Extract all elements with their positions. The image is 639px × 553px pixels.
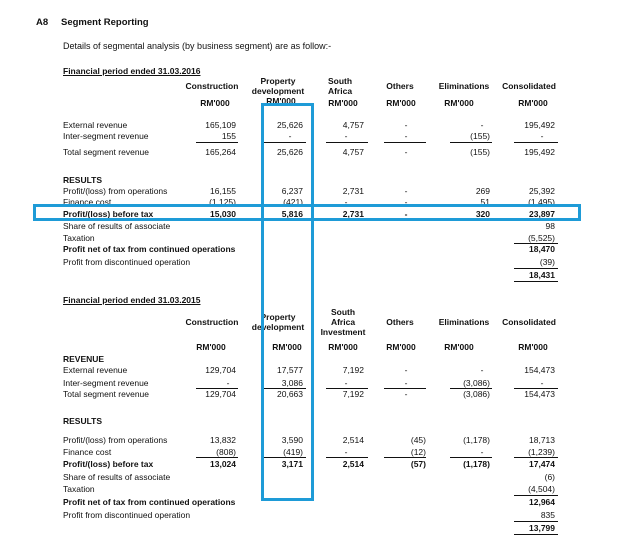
cell: -: [344, 447, 348, 457]
cell: -: [226, 378, 230, 388]
cell: 195,492: [524, 120, 555, 130]
header-construction: Construction: [185, 81, 239, 91]
cell: 17,474: [529, 459, 555, 469]
rule: [196, 457, 238, 458]
cell: 2,514: [342, 435, 364, 445]
cell: 13,832: [210, 435, 236, 445]
rule: [514, 521, 558, 522]
cell: -: [404, 131, 408, 141]
cell: (12): [410, 447, 426, 457]
row-label: Share of results of associate: [63, 221, 171, 231]
row-label: Profit/(loss) from operations: [63, 186, 168, 196]
rule: [514, 457, 558, 458]
rule: [326, 142, 368, 143]
header-property: Property development: [251, 76, 305, 96]
cell: 18,713: [529, 435, 555, 445]
cell: (39): [539, 257, 555, 267]
cell: (45): [410, 435, 426, 445]
cell: -: [288, 131, 292, 141]
unit-south-africa: RM'000: [328, 342, 358, 352]
rule: [326, 457, 368, 458]
cell: 269: [475, 186, 490, 196]
cell: (808): [216, 447, 236, 457]
row-label: Profit net of tax from continued operations: [63, 497, 236, 507]
cell: -: [480, 120, 484, 130]
cell: 5,816: [281, 209, 303, 219]
cell: (5,525): [528, 233, 555, 243]
cell: 835: [540, 510, 555, 520]
header-south-africa: South Africa: [327, 76, 353, 96]
cell: -: [404, 389, 408, 399]
cell: 18,470: [529, 244, 555, 254]
cell: -: [344, 378, 348, 388]
cell: (419): [283, 447, 303, 457]
cell: 25,626: [277, 120, 303, 130]
cell: 165,264: [205, 147, 236, 157]
cell: (6): [544, 472, 555, 482]
section-number: A8: [36, 17, 49, 28]
cell: 7,192: [342, 365, 364, 375]
header-property: Property development: [251, 312, 305, 332]
cell: 2,731: [342, 186, 364, 196]
cell: 2,731: [342, 209, 364, 219]
unit-eliminations: RM'000: [444, 98, 474, 108]
rule: [514, 281, 558, 282]
row-label: Taxation: [63, 484, 95, 494]
cell: -: [404, 365, 408, 375]
rule: [450, 142, 492, 143]
header-eliminations: Eliminations: [438, 81, 490, 91]
unit-property: RM'000: [272, 342, 302, 352]
section-title: Segment Reporting: [61, 17, 149, 28]
cell: 16,155: [210, 186, 236, 196]
cell: -: [344, 131, 348, 141]
header-consolidated: Consolidated: [502, 81, 556, 91]
rule: [514, 142, 558, 143]
header-consolidated: Consolidated: [502, 317, 556, 327]
cell: 23,897: [529, 209, 555, 219]
row-label: External revenue: [63, 120, 128, 130]
cell: (1,239): [528, 447, 555, 457]
cell: -: [404, 147, 408, 157]
unit-consolidated: RM'000: [518, 98, 548, 108]
row-label: Total segment revenue: [63, 147, 149, 157]
header-eliminations: Eliminations: [438, 317, 490, 327]
cell: 25,626: [277, 147, 303, 157]
cell: (1,178): [463, 459, 490, 469]
row-label: Taxation: [63, 233, 95, 243]
period-2015-title: Financial period ended 31.03.2015: [63, 295, 201, 305]
cell: -: [404, 197, 408, 207]
row-label: Profit from discontinued operation: [63, 510, 191, 520]
cell: 25,392: [529, 186, 555, 196]
cell: (3,086): [463, 378, 490, 388]
unit-south-africa: RM'000: [328, 98, 358, 108]
row-label: Finance cost: [63, 197, 112, 207]
unit-eliminations: RM'000: [444, 342, 474, 352]
rule: [384, 142, 426, 143]
cell: -: [404, 378, 408, 388]
period-2016-title: Financial period ended 31.03.2016: [63, 66, 201, 76]
cell: -: [404, 120, 408, 130]
cell: 155: [221, 131, 236, 141]
results-heading: RESULTS: [63, 416, 103, 426]
cell: 154,473: [524, 389, 555, 399]
unit-property: RM'000: [266, 96, 296, 106]
cell: (155): [470, 131, 490, 141]
cell: (421): [283, 197, 303, 207]
row-label: Profit/(loss) from operations: [63, 435, 168, 445]
cell: -: [480, 365, 484, 375]
cell: -: [404, 186, 408, 196]
cell: 2,514: [342, 459, 364, 469]
cell: (1,125): [209, 197, 236, 207]
rule: [196, 142, 238, 143]
cell: (1,178): [463, 435, 490, 445]
cell: 195,492: [524, 147, 555, 157]
row-label: Finance cost: [63, 447, 112, 457]
unit-others: RM'000: [386, 98, 416, 108]
rule: [514, 534, 558, 535]
cell: (155): [470, 147, 490, 157]
cell: 129,704: [205, 389, 236, 399]
cell: 7,192: [342, 389, 364, 399]
row-label: Inter-segment revenue: [63, 378, 149, 388]
cell: 4,757: [342, 147, 364, 157]
unit-consolidated: RM'000: [518, 342, 548, 352]
row-label: Share of results of associate: [63, 472, 171, 482]
cell: -: [344, 197, 348, 207]
row-label: Total segment revenue: [63, 389, 149, 399]
highlight-property-column: [261, 103, 314, 501]
cell: 13,024: [210, 459, 236, 469]
header-construction: Construction: [185, 317, 239, 327]
cell: 3,590: [281, 435, 303, 445]
cell: 15,030: [210, 209, 236, 219]
cell: 20,663: [277, 389, 303, 399]
cell: 320: [475, 209, 490, 219]
row-label: Inter-segment revenue: [63, 131, 149, 141]
header-south-africa: South Africa Investment: [320, 307, 366, 337]
cell: 12,964: [529, 497, 555, 507]
revenue-heading: REVENUE: [63, 354, 105, 364]
cell: 4,757: [342, 120, 364, 130]
cell: -: [404, 209, 408, 219]
rule: [384, 457, 426, 458]
row-label: Profit from discontinued operation: [63, 257, 191, 267]
rule: [450, 457, 492, 458]
unit-construction: RM'000: [196, 342, 226, 352]
cell: 129,704: [205, 365, 236, 375]
total-2015: 13,799: [529, 523, 555, 533]
results-heading: RESULTS: [63, 175, 103, 185]
cell: (3,086): [463, 389, 490, 399]
cell: 154,473: [524, 365, 555, 375]
cell: 51: [480, 197, 490, 207]
cell: 17,577: [277, 365, 303, 375]
cell: -: [540, 378, 544, 388]
unit-others: RM'000: [386, 342, 416, 352]
row-label: External revenue: [63, 365, 128, 375]
cell: (1,495): [528, 197, 555, 207]
header-others: Others: [386, 317, 414, 327]
cell: -: [480, 447, 484, 457]
unit-construction: RM'000: [200, 98, 230, 108]
cell: -: [540, 131, 544, 141]
row-label: Profit/(loss) before tax: [63, 209, 154, 219]
rule: [514, 495, 558, 496]
total-2016: 18,431: [529, 270, 555, 280]
cell: (57): [410, 459, 426, 469]
section-intro: Details of segmental analysis (by business segment) are as follow:-: [63, 41, 332, 51]
row-label: Profit net of tax from continued operations: [63, 244, 236, 254]
header-others: Others: [386, 81, 414, 91]
cell: 3,086: [281, 378, 303, 388]
cell: 3,171: [281, 459, 303, 469]
cell: (4,504): [528, 484, 555, 494]
cell: 98: [545, 221, 555, 231]
highlight-profit-before-tax-row: [33, 204, 581, 221]
row-label: Profit/(loss) before tax: [63, 459, 154, 469]
cell: 165,109: [205, 120, 236, 130]
rule: [514, 268, 558, 269]
cell: 6,237: [281, 186, 303, 196]
